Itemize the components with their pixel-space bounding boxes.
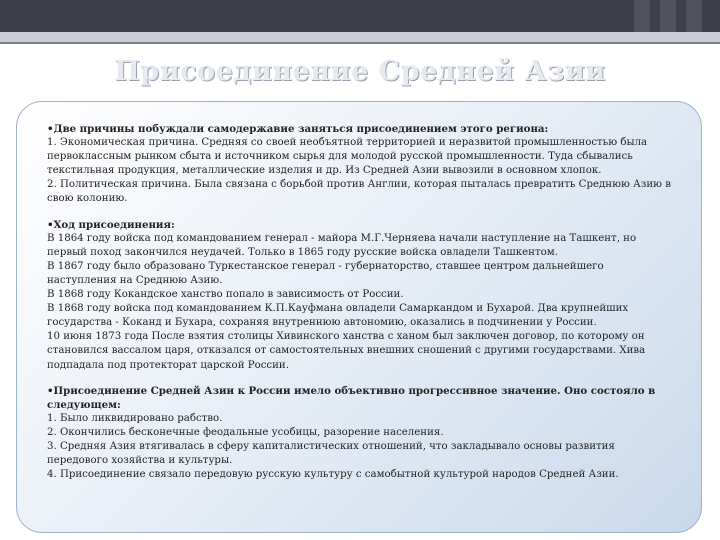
paragraph: 1. Было ликвидировано рабство.	[47, 412, 223, 424]
paragraph: В 1868 году Кокандское ханство попало в зависимость от России.	[47, 289, 404, 301]
section-heading: •Присоединение Средней Азии к России имело объективно прогрессивное значение. Оно состояло в следующем:	[47, 384, 656, 411]
section-heading: •Две причины побуждали самодержавие заняться присоединением этого региона:	[47, 123, 549, 135]
paragraph: 3. Средняя Азия втягивалась в сферу капиталистических отношений, что закладывало основы развития передового хозяйства и культуры.	[47, 440, 615, 467]
section-heading: •Ход присоединения:	[47, 218, 175, 231]
slide-title: Присоединение Средней Азии	[114, 56, 606, 87]
decorative-block	[634, 0, 650, 32]
paragraph: 2. Политическая причина. Была связана с борьбой против Англии, которая пыталась превратить Среднюю Азию в свою колонию.	[47, 179, 671, 205]
paragraph: В 1868 году войска под командованием К.П.Кауфмана овладели Самаркандом и Бухарой. Два крупнейших государства - Коканд и Бухара, сохраняя внутреннюю автономию, оказались в подчинении у России.	[47, 303, 629, 329]
paragraph: 10 июня 1873 года После взятия столицы Хивинского ханства с ханом был заключен договор, по которому он становился вассалом царя, отказался от самостоятельных внешних сношений с другими государствами. Хива подпадала под протекторат царской России.	[47, 331, 646, 371]
paragraph: 2. Окончились бесконечные феодальные усобицы, разорение населения.	[47, 426, 444, 438]
paragraph: 1. Экономическая причина. Средняя со своей необъятной территорией и неразвитой промышленностью была первоклассным рынком сбыта и источником сырья для молодой русской промышленности. Туда сбывались текстильная продукция, металлические изделия и др. Из Средней Азии вывозили в основном хлопок.	[47, 137, 648, 177]
decorative-block	[660, 0, 676, 32]
section-reasons	[47, 122, 675, 218]
paragraph: 4. Присоединение связало передовую русскую культуру с самобытной культурой народов Средней Азии.	[47, 469, 619, 481]
decorative-block	[686, 0, 702, 32]
content-box	[16, 101, 702, 533]
section-course	[47, 218, 675, 384]
top-decorative-bar	[0, 0, 720, 32]
section-significance	[47, 384, 675, 483]
paragraph: В 1867 году было образовано Туркестанское генерал - губернаторство, ставшее центром дальнейшего наступления на Среднюю Азию.	[47, 260, 604, 286]
paragraph: В 1864 году войска под командованием генерал - майора М.Г.Черняева начали наступление на Ташкент, но первый поход закончился неудачей. Только в 1865 году русские войска овладели Ташкентом.	[47, 232, 637, 258]
accent-bar	[0, 32, 720, 42]
